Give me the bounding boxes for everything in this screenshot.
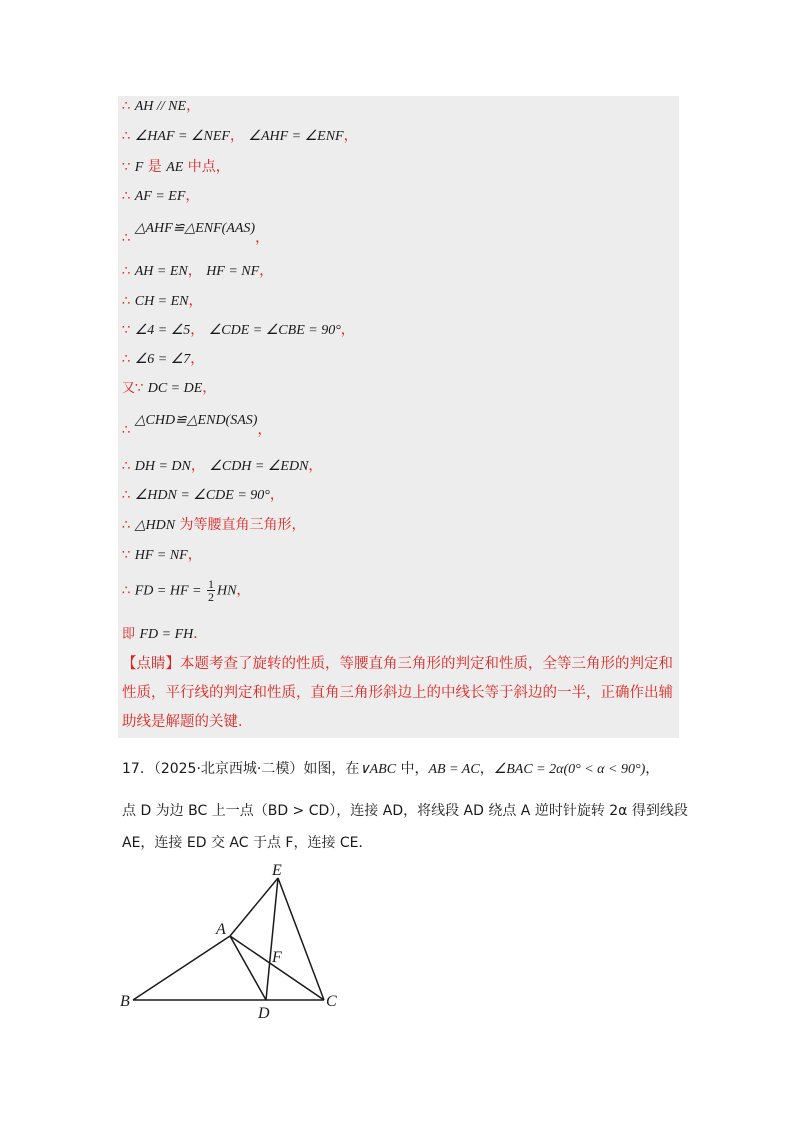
label-B: B [120,993,130,1010]
comment-paragraph: 【点睛】本题考查了旋转的性质，等腰直角三角形的判定和性质，全等三角形的判定和性质，平行线的判定和性质，直角三角形斜边上的中线长等于斜边的一半，正确作出辅助线是解题的关键． [122,656,673,730]
math-expression: HN [216,583,237,599]
math-expression: HF = NF [206,264,260,279]
therefore-symbol: ∴ [122,423,131,438]
label-F: F [272,949,282,966]
solution-line-9 [122,349,204,370]
chinese-text: 为等腰直角三角形， [175,517,306,533]
punctuation: ， [259,263,274,279]
therefore-symbol: ∴ [122,129,131,144]
segment-EC [278,878,324,1000]
therefore-symbol: ∴ [122,488,131,503]
question-text: 中， [396,761,429,777]
punctuation: ， [343,128,358,144]
question-line-1 [122,758,659,778]
punctuation: ， [190,322,205,338]
solution-line-8 [122,320,355,341]
punctuation: ， [190,351,205,367]
punctuation: ． [193,626,208,642]
solution-line-15 [122,545,202,566]
math-expression: ∠HAF = ∠NEF [134,129,230,144]
therefore-symbol: ∴ [122,518,131,533]
math-expression: F [134,160,144,175]
solution-line-10 [122,378,216,399]
namely-text: 即 [122,627,136,642]
therefore-symbol: ∴ [122,294,131,309]
punctuation: ， [308,458,323,474]
therefore-symbol: ∴ [122,264,131,279]
math-expression: △HDN [134,518,176,533]
math-expression: ∠BAC = 2α(0° < α < 90°) [493,762,646,777]
chinese-text: 中点， [183,159,230,175]
therefore-symbol: ∴ [122,352,131,367]
math-expression: FD = HF = [134,583,205,599]
solution-line-13 [122,485,284,506]
question-text: ， [479,761,494,777]
solution-line-3 [122,157,230,178]
solution-line-5 [122,218,270,246]
punctuation: ， [202,380,217,396]
math-expression: DH = DN [134,459,191,474]
math-expression: △AHF≌△ENF(AAS) [134,221,256,236]
fraction-denominator: 2 [207,590,214,604]
also-because-symbol: 又∵ [122,381,144,396]
punctuation: ， [257,422,272,438]
math-expression: AH = EN [134,264,188,279]
punctuation: ， [188,293,203,309]
question-text: ， [645,761,660,777]
math-expression: AH // NE [134,99,187,114]
punctuation: ， [229,128,244,144]
punctuation: ， [255,230,270,246]
geometry-figure [118,860,358,1030]
math-expression: ∠HDN = ∠CDE = 90° [134,488,270,503]
segment-BA [133,936,230,1000]
math-expression: HF = NF [134,548,188,563]
label-A: A [216,921,226,938]
segment-ED [266,878,278,1000]
solution-line-6 [122,261,273,282]
solution-line-17 [122,624,207,645]
math-expression: ∠CDE = ∠CBE = 90° [208,323,341,338]
because-symbol: ∵ [122,160,131,175]
math-expression: ∠AHF = ∠ENF [248,129,344,144]
punctuation: ， [340,322,355,338]
punctuation: ， [185,188,200,204]
math-expression: AB = AC [428,762,480,777]
punctuation: ， [187,547,202,563]
punctuation: ， [190,458,205,474]
therefore-symbol: ∴ [122,99,131,114]
chinese-text: 是 [143,159,167,175]
segment-AC [230,936,324,1000]
because-symbol: ∵ [122,548,131,563]
punctuation: ， [186,98,201,114]
solution-line-2 [122,126,358,147]
math-expression: ∠6 = ∠7 [134,352,191,367]
math-expression: AF = EF [134,189,186,204]
solution-line-4 [122,186,199,207]
label-C: C [326,993,337,1010]
segment-AE [230,878,278,936]
math-expression: ∠CDH = ∠EDN [209,459,309,474]
math-expression: △CHD≌△END(SAS) [134,413,258,428]
math-expression: ∠4 = ∠5 [134,323,191,338]
therefore-symbol: ∴ [122,189,131,204]
math-expression: DC = DE [147,381,203,396]
math-expression: AE [166,160,184,175]
fraction [207,578,215,603]
solution-line-14 [122,515,306,536]
label-E: E [272,862,282,879]
question-line-2: 点 D 为边 BC 上一点（BD > CD），连接 AD，将线段 AD 绕点 A 逆时针旋转 2α 得到线段 [122,803,688,819]
solution-line-7 [122,291,203,312]
solution-line-16 [122,578,250,603]
segment-AD [230,936,266,1000]
punctuation: ， [187,263,202,279]
label-D: D [258,1005,270,1022]
math-expression: FD = FH [139,627,194,642]
fraction-numerator: 1 [207,577,214,591]
question-line-3: AE，连接 ED 交 AC 于点 F，连接 CE． [122,835,373,851]
math-expression: CH = EN [134,294,189,309]
solution-line-1 [122,96,200,117]
therefore-symbol: ∴ [122,231,131,246]
question-text: 17．（2025·北京西城·二模）如图，在 [122,761,360,777]
math-expression: ∨ABC [359,762,397,777]
solution-line-11 [122,410,272,438]
therefore-symbol: ∴ [122,583,131,599]
punctuation: ， [269,487,284,503]
solution-line-12 [122,456,322,477]
because-symbol: ∵ [122,323,131,338]
punctuation: ， [236,582,251,599]
therefore-symbol: ∴ [122,459,131,474]
